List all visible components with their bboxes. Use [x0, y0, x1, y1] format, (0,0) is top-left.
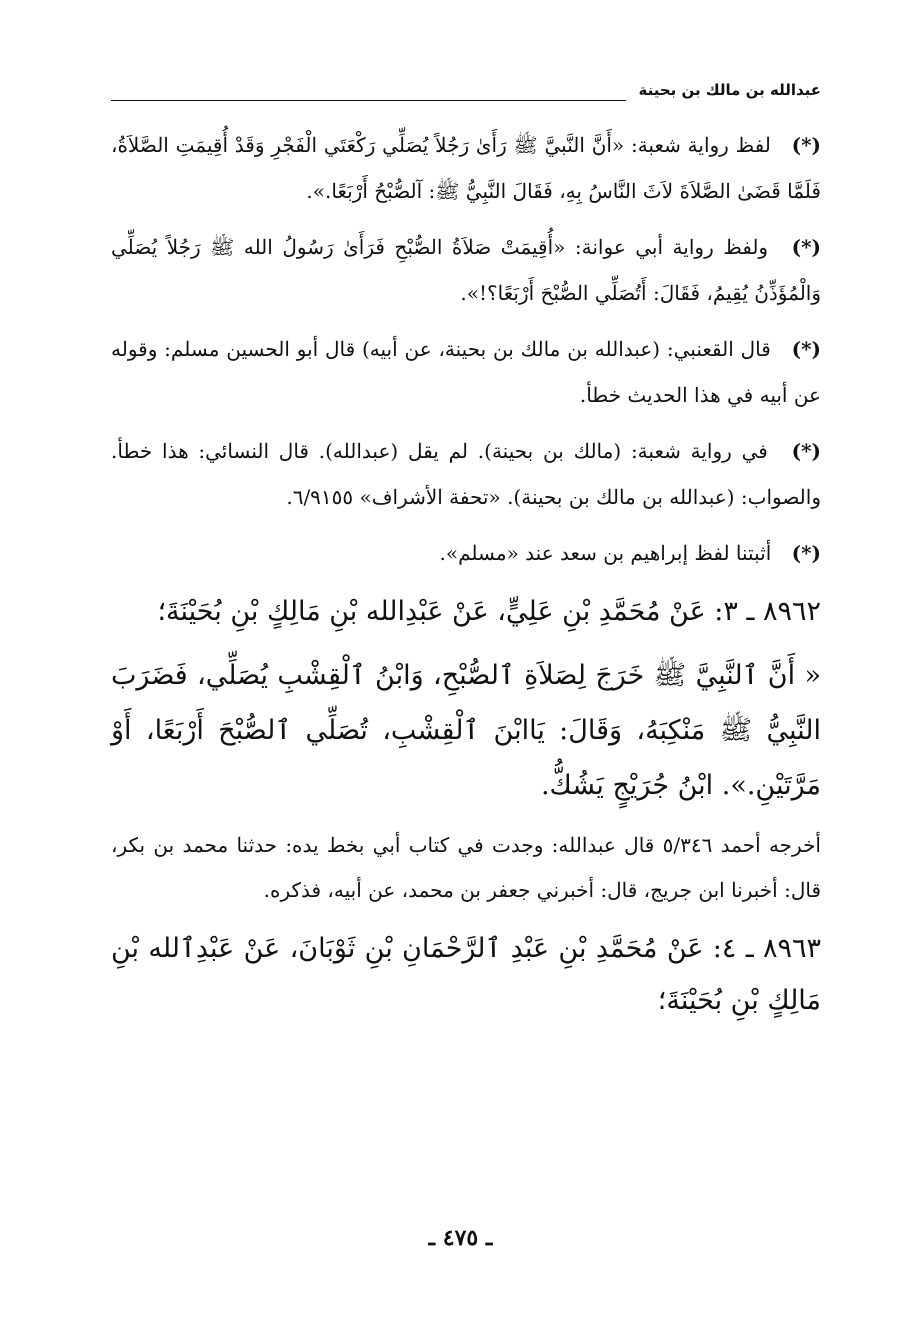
note-marker: (*): [791, 337, 821, 361]
running-header: [111, 78, 821, 108]
note-marker: (*): [791, 439, 822, 463]
note-nasai: [111, 428, 821, 520]
note-abu-awana: [111, 224, 821, 316]
header-title: عبدالله بن مالك بن بحينة: [638, 81, 821, 99]
page-content: [111, 122, 821, 1037]
note-text: قال القعنبي: (عبدالله بن مالك بن بحينة، عن أبيه) قال أبو الحسين مسلم: وقوله عن أبيه في هذا الحديث خطأ.: [111, 337, 821, 407]
hadith-8962-heading: ٨٩٦٢ ـ ٣: عَنْ مُحَمَّدِ بْنِ عَلِيٍّ، عَنْ عَبْدِالله بْنِ مَالِكٍ بْنِ بُحَيْنَةَ؛: [157, 596, 821, 627]
hadith-8963-heading: ٨٩٦٣ ـ ٤: عَنْ مُحَمَّدِ بْنِ عَبْدِ ٱلرَّحْمَانِ بْنِ ثَوْبَانَ، عَنْ عَبْدِٱلله بْنِ مَالِكٍ بْنِ بُحَيْنَةَ؛: [111, 933, 821, 1016]
note-ibrahim: [111, 530, 821, 576]
header-rule: [111, 100, 626, 101]
note-marker: (*): [791, 235, 821, 259]
note-text: لفظ رواية شعبة: «أَنَّ النَّبيَّ ﷺ رَأَىٰ رَجُلاً يُصَلِّي رَكْعَتَي الْفَجْرِ وَقَدْ أُقِيمَتِ الصَّلاَةُ، فَلَمَّا قَضَىٰ الصَّلاَةَ لاَثَ النَّاسُ بِهِ، فَقَالَ النَّبِيُّ ﷺ: آلصُّبْحُ أَرْبَعًا.».: [111, 133, 821, 203]
note-text: في رواية شعبة: (مالك بن بحينة). لم يقل (عبدالله). قال النسائي: هذا خطأ. والصواب: (عبدالله بن مالك بن بحينة). «تحفة الأشراف» ٦/٩١٥٥.: [111, 439, 821, 509]
hadith-8962-matn: « أَنَّ ٱلنَّبِيَّ ﷺ خَرَجَ لِصَلاَةِ ٱلصُّبْحِ، وَابْنُ ٱلْقِشْبِ يُصَلِّي، فَضَرَبَ النَّبِيُّ ﷺ مَنْكِبَهُ، وَقَالَ: يَاابْنَ ٱلْقِشْبِ، تُصَلِّي ٱلصُّبْحَ أَرْبَعًا، أَوْ مَرَّتَيْنِ.». ابْنُ جُرَيْجٍ يَشُكُّ.: [111, 660, 821, 801]
note-qanabi: [111, 326, 821, 418]
page-number: ـ ٤٧٥ ـ: [428, 1225, 493, 1251]
note-text: ولفظ رواية أبي عوانة: «أُقِيمَتْ صَلاَةُ الصُّبْحِ فَرَأَىٰ رَسُولُ الله ﷺ رَجُلاً يُصَلِّي وَالْمُؤَذِّنُ يُقِيمُ، فَقَالَ: أَتُصَلِّي الصُّبْحَ أَرْبَعًا؟!».: [111, 235, 821, 305]
hadith-8962-takhrij: أخرجه أحمد ٥/٣٤٦ قال عبدالله: وجدت في كتاب أبي بخط يده: حدثنا محمد بن بكر، قال: أخبرنا ابن جريج، قال: أخبرني جعفر بن محمد، عن أبيه، فذكره.: [111, 833, 821, 902]
note-shuba: [111, 122, 821, 214]
note-marker: (*): [791, 541, 821, 565]
note-text: أثبتنا لفظ إبراهيم بن سعد عند «مسلم».: [439, 541, 772, 565]
note-marker: (*): [791, 133, 822, 157]
